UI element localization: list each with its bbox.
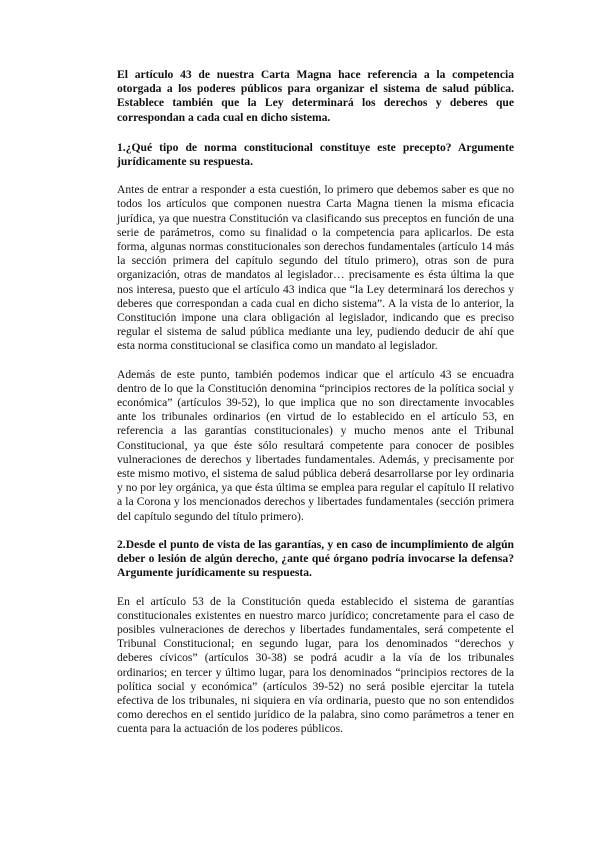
question-2: 2.Desde el punto de vista de las garantías, y en caso de incumplimiento de algún deber o lesión de algún derecho, ¿ante qué órgano podría invocarse la defensa? Argumente jurídicamente su respuesta.	[117, 537, 514, 580]
answer-2-paragraph-1: En el artículo 53 de la Constitución queda establecido el sistema de garantías constitucionales existentes en nuestro marco jurídico; concretamente para el caso de posibles vulneraciones de derechos y libertades fundamentales, será competente el Tribunal Constitucional; en segundo lugar, para los denominados “derechos y deberes cívicos” (artículos 30-38) se podrá acudir a la vía de los tribunales ordinarios; en tercer y último lugar, para los denominados “principios rectores de la política social y económica” (artículos 39-52) no será posible ejercitar la tutela efectiva de los tribunales, ni siquiera en vía ordinaria, puesto que no son entendidos como derechos en el sentido jurídico de la palabra, sino como parámetros a tener en cuenta para la actuación de los poderes públicos.	[117, 594, 514, 736]
document-page	[117, 68, 514, 737]
question-1: 1.¿Qué tipo de norma constitucional constituye este precepto? Argumente jurídicamente su respuesta.	[117, 140, 514, 169]
answer-1-paragraph-2: Además de este punto, también podemos indicar que el artículo 43 se encuadra dentro de lo que la Constitución denomina “principios rectores de la política social y económica” (artículos 39-52), lo que implica que no son directamente invocables ante los tribunales ordinarios (en virtud de lo establecido en el artículo 53, en referencia a las garantías constitucionales) y mucho menos ante el Tribunal Constitucional, ya que éste sólo resultará competente para conocer de posibles vulneraciones de derechos y libertades fundamentales. Además, y precisamente por este mismo motivo, el sistema de salud pública deberá desarrollarse por ley ordinaria y no por ley orgánica, ya que ésta última se emplea para regular el capítulo II relativo a la Corona y los mencionados derechos y libertades fundamentales (sección primera del capítulo segundo del título primero).	[117, 367, 514, 523]
intro-statement: El artículo 43 de nuestra Carta Magna hace referencia a la competencia otorgada a los poderes públicos para organizar el sistema de salud pública. Establece también que la Ley determinará los derechos y deberes que correspondan a cada cual en dicho sistema.	[117, 68, 514, 124]
answer-1-paragraph-1: Antes de entrar a responder a esta cuestión, lo primero que debemos saber es que no todos los artículos que componen nuestra Carta Magna tienen la misma eficacia jurídica, ya que nuestra Constitución va clasificando sus preceptos en función de una serie de parámetros, como su finalidad o la competencia para aplicarlos. De esta forma, algunas normas constitucionales son derechos fundamentales (artículo 14 más la sección primera del capítulo segundo del título primero), otras son de pura organización, otras de mandatos al legislador… precisamente es ésta última la que nos interesa, puesto que el artículo 43 indica que “la Ley determinará los derechos y deberes que correspondan a cada cual en dicho sistema”. A la vista de lo anterior, la Constitución impone una clara obligación al legislador, indicando que es preciso regular el sistema de salud pública mediante una ley, pudiendo deducir de ahí que esta norma constitucional se clasifica como un mandato al legislador.	[117, 183, 514, 353]
